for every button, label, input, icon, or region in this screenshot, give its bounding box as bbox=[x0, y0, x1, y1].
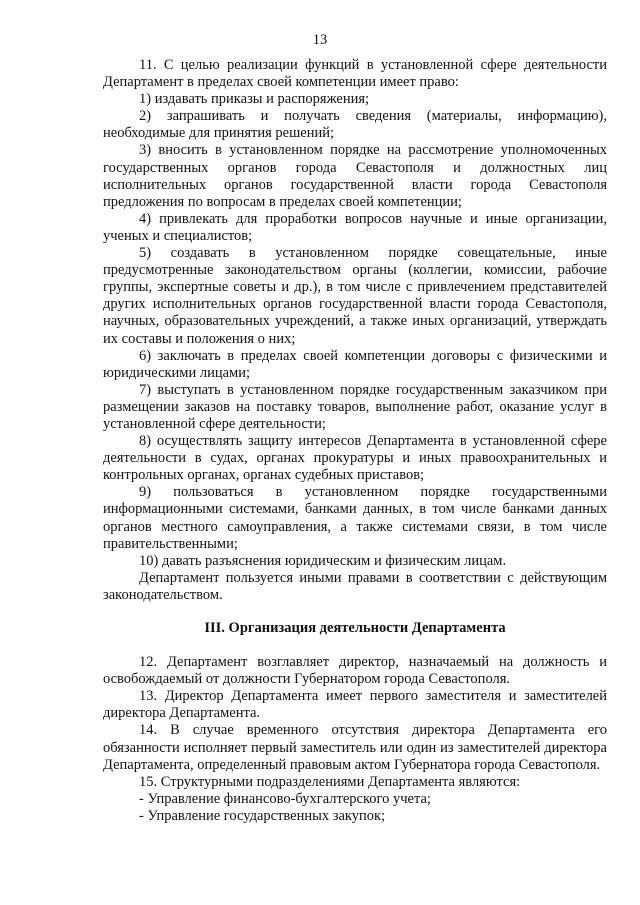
list-item-6: 6) заключать в пределах своей компетенции договоры с физическими и юридическими лицами; bbox=[103, 347, 607, 381]
list-item-1: 1) издавать приказы и распоряжения; bbox=[139, 91, 370, 108]
section-heading: III. Организация деятельности Департамента bbox=[204, 620, 506, 636]
page-number: 13 bbox=[312, 32, 328, 48]
list-item-5: 5) создавать в установленном порядке совещательные, иные предусмотренные законодательством органы (коллегии, комиссии, рабочие группы, экспертные советы и др.), в том числе с привлечением представителей других исполнительных органов государственной власти города Севастополя, научных, образовательных учреждений, а также иных организаций, утверждать их составы и положения о них; bbox=[103, 245, 607, 347]
list-item-3: 3) вносить в установленном порядке на рассмотрение уполномоченных государственных органов города Севастополя и должностных лиц исполнительных органов государственной власти города Севастополя предложения по вопросам в пределах своей компетенции; bbox=[103, 142, 607, 210]
paragraph-other-rights: Департамент пользуется иными правами в соответствии с действующим законодательством. bbox=[103, 569, 607, 603]
list-item-department-finance: - Управление финансово-бухгалтерского учета; bbox=[139, 790, 431, 807]
paragraph-15: 15. Структурными подразделениями Департамента являются: bbox=[139, 773, 521, 790]
paragraph-13: 13. Директор Департамента имеет первого заместителя и заместителей директора Департамента. bbox=[103, 688, 607, 722]
list-item-9: 9) пользоваться в установленном порядке государственными информационными системами, банками данных, в том числе банками данных органов местного самоуправления, а также системами связи, в том числе правительственными; bbox=[103, 484, 607, 552]
list-item-10: 10) давать разъяснения юридическим и физическим лицам. bbox=[139, 552, 507, 569]
list-item-2: 2) запрашивать и получать сведения (материалы, информацию), необходимые для принятия решений; bbox=[103, 108, 607, 142]
paragraph-14: 14. В случае временного отсутствия директора Департамента его обязанности исполняет первый заместитель или один из заместителей директора Департамента, определенный правовым актом Губернатора города Севастополя. bbox=[103, 722, 607, 773]
paragraph-12: 12. Департамент возглавляет директор, назначаемый на должность и освобождаемый от должности Губернатором города Севастополя. bbox=[103, 654, 607, 688]
document-body bbox=[103, 57, 607, 825]
list-item-4: 4) привлекать для проработки вопросов научные и иные организации, ученых и специалистов; bbox=[103, 210, 607, 244]
paragraph-11: 11. С целью реализации функций в установленной сфере деятельности Департамент в пределах своей компетенции имеет право: bbox=[103, 57, 607, 91]
list-item-8: 8) осуществлять защиту интересов Департамента в установленной сфере деятельности в судах, органах прокуратуры и иных правоохранительных и контрольных органах, органах судебных приставов; bbox=[103, 433, 607, 484]
list-item-7: 7) выступать в установленном порядке государственным заказчиком при размещении заказов на поставку товаров, выполнение работ, оказание услуг в установленной сфере деятельности; bbox=[103, 381, 607, 432]
list-item-department-procurement: - Управление государственных закупок; bbox=[139, 807, 386, 824]
